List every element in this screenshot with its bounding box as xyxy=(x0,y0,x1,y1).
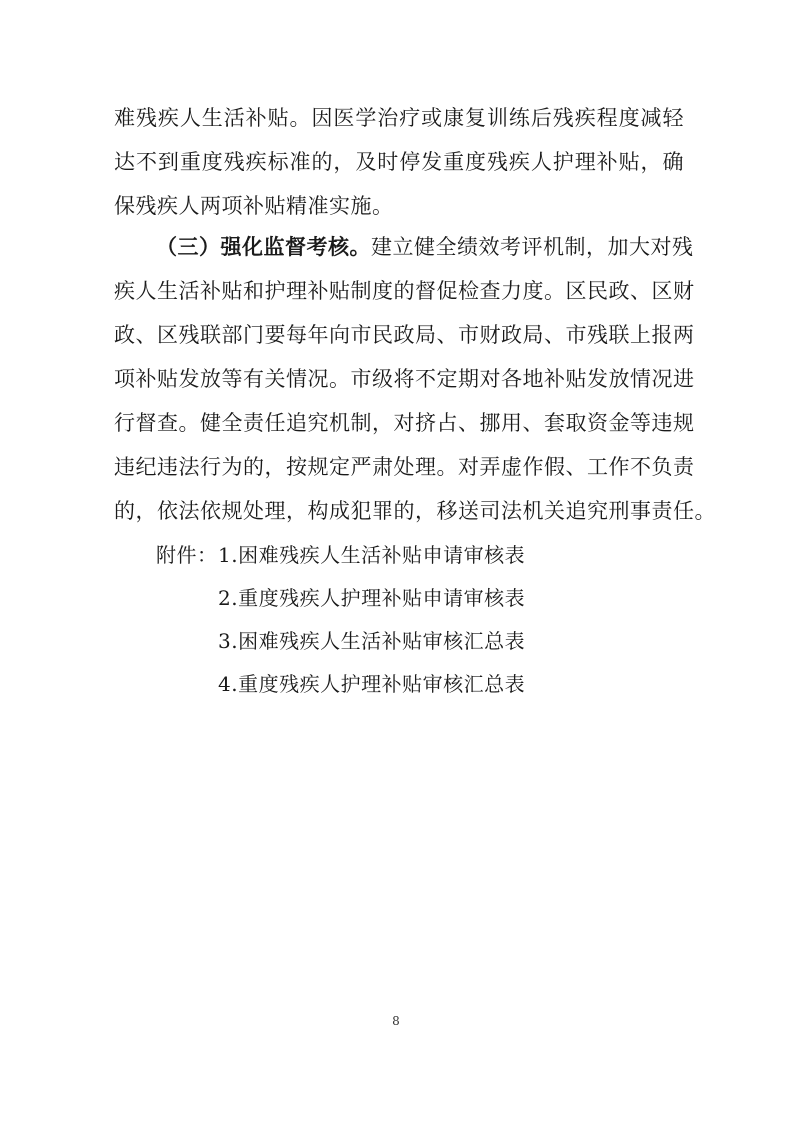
paragraph-line: 达不到重度残疾标准的，及时停发重度残疾人护理补贴，确 xyxy=(114,150,684,174)
paragraph-first-line xyxy=(156,229,694,265)
paragraph-line: 政、区残联部门要每年向市民政局、市财政局、市残联上报两 xyxy=(114,323,695,347)
section-heading: （三）强化监督考核。 xyxy=(156,234,371,259)
paragraph-line: 的，依法依规处理，构成犯罪的，移送司法机关追究刑事责任。 xyxy=(114,499,716,523)
attachments-label: 附件： xyxy=(156,543,218,567)
paragraph-text: 建立健全绩效考评机制，加大对残 xyxy=(371,235,694,259)
paragraph-line: 难残疾人生活补贴。因医学治疗或康复训练后残疾程度减轻 xyxy=(114,106,684,130)
attachment-item: 4.重度残疾人护理补贴审核汇总表 xyxy=(218,672,526,696)
paragraph-line: 行督查。健全责任追究机制，对挤占、挪用、套取资金等违规 xyxy=(114,411,695,435)
attachment-item: 2.重度残疾人护理补贴申请审核表 xyxy=(218,586,526,610)
paragraph-line: 违纪违法行为的，按规定严肃处理。对弄虚作假、工作不负责 xyxy=(114,455,695,479)
paragraph-line: 疾人生活补贴和护理补贴制度的督促检查力度。区民政、区财 xyxy=(114,279,695,303)
paragraph-line: 项补贴发放等有关情况。市级将不定期对各地补贴发放情况进 xyxy=(114,367,695,391)
attachment-item: 3.困难残疾人生活补贴审核汇总表 xyxy=(218,629,526,653)
attachment-item: 1.困难残疾人生活补贴申请审核表 xyxy=(218,543,526,567)
page-number: 8 xyxy=(392,1014,400,1028)
paragraph-line: 保残疾人两项补贴精准实施。 xyxy=(114,194,394,218)
